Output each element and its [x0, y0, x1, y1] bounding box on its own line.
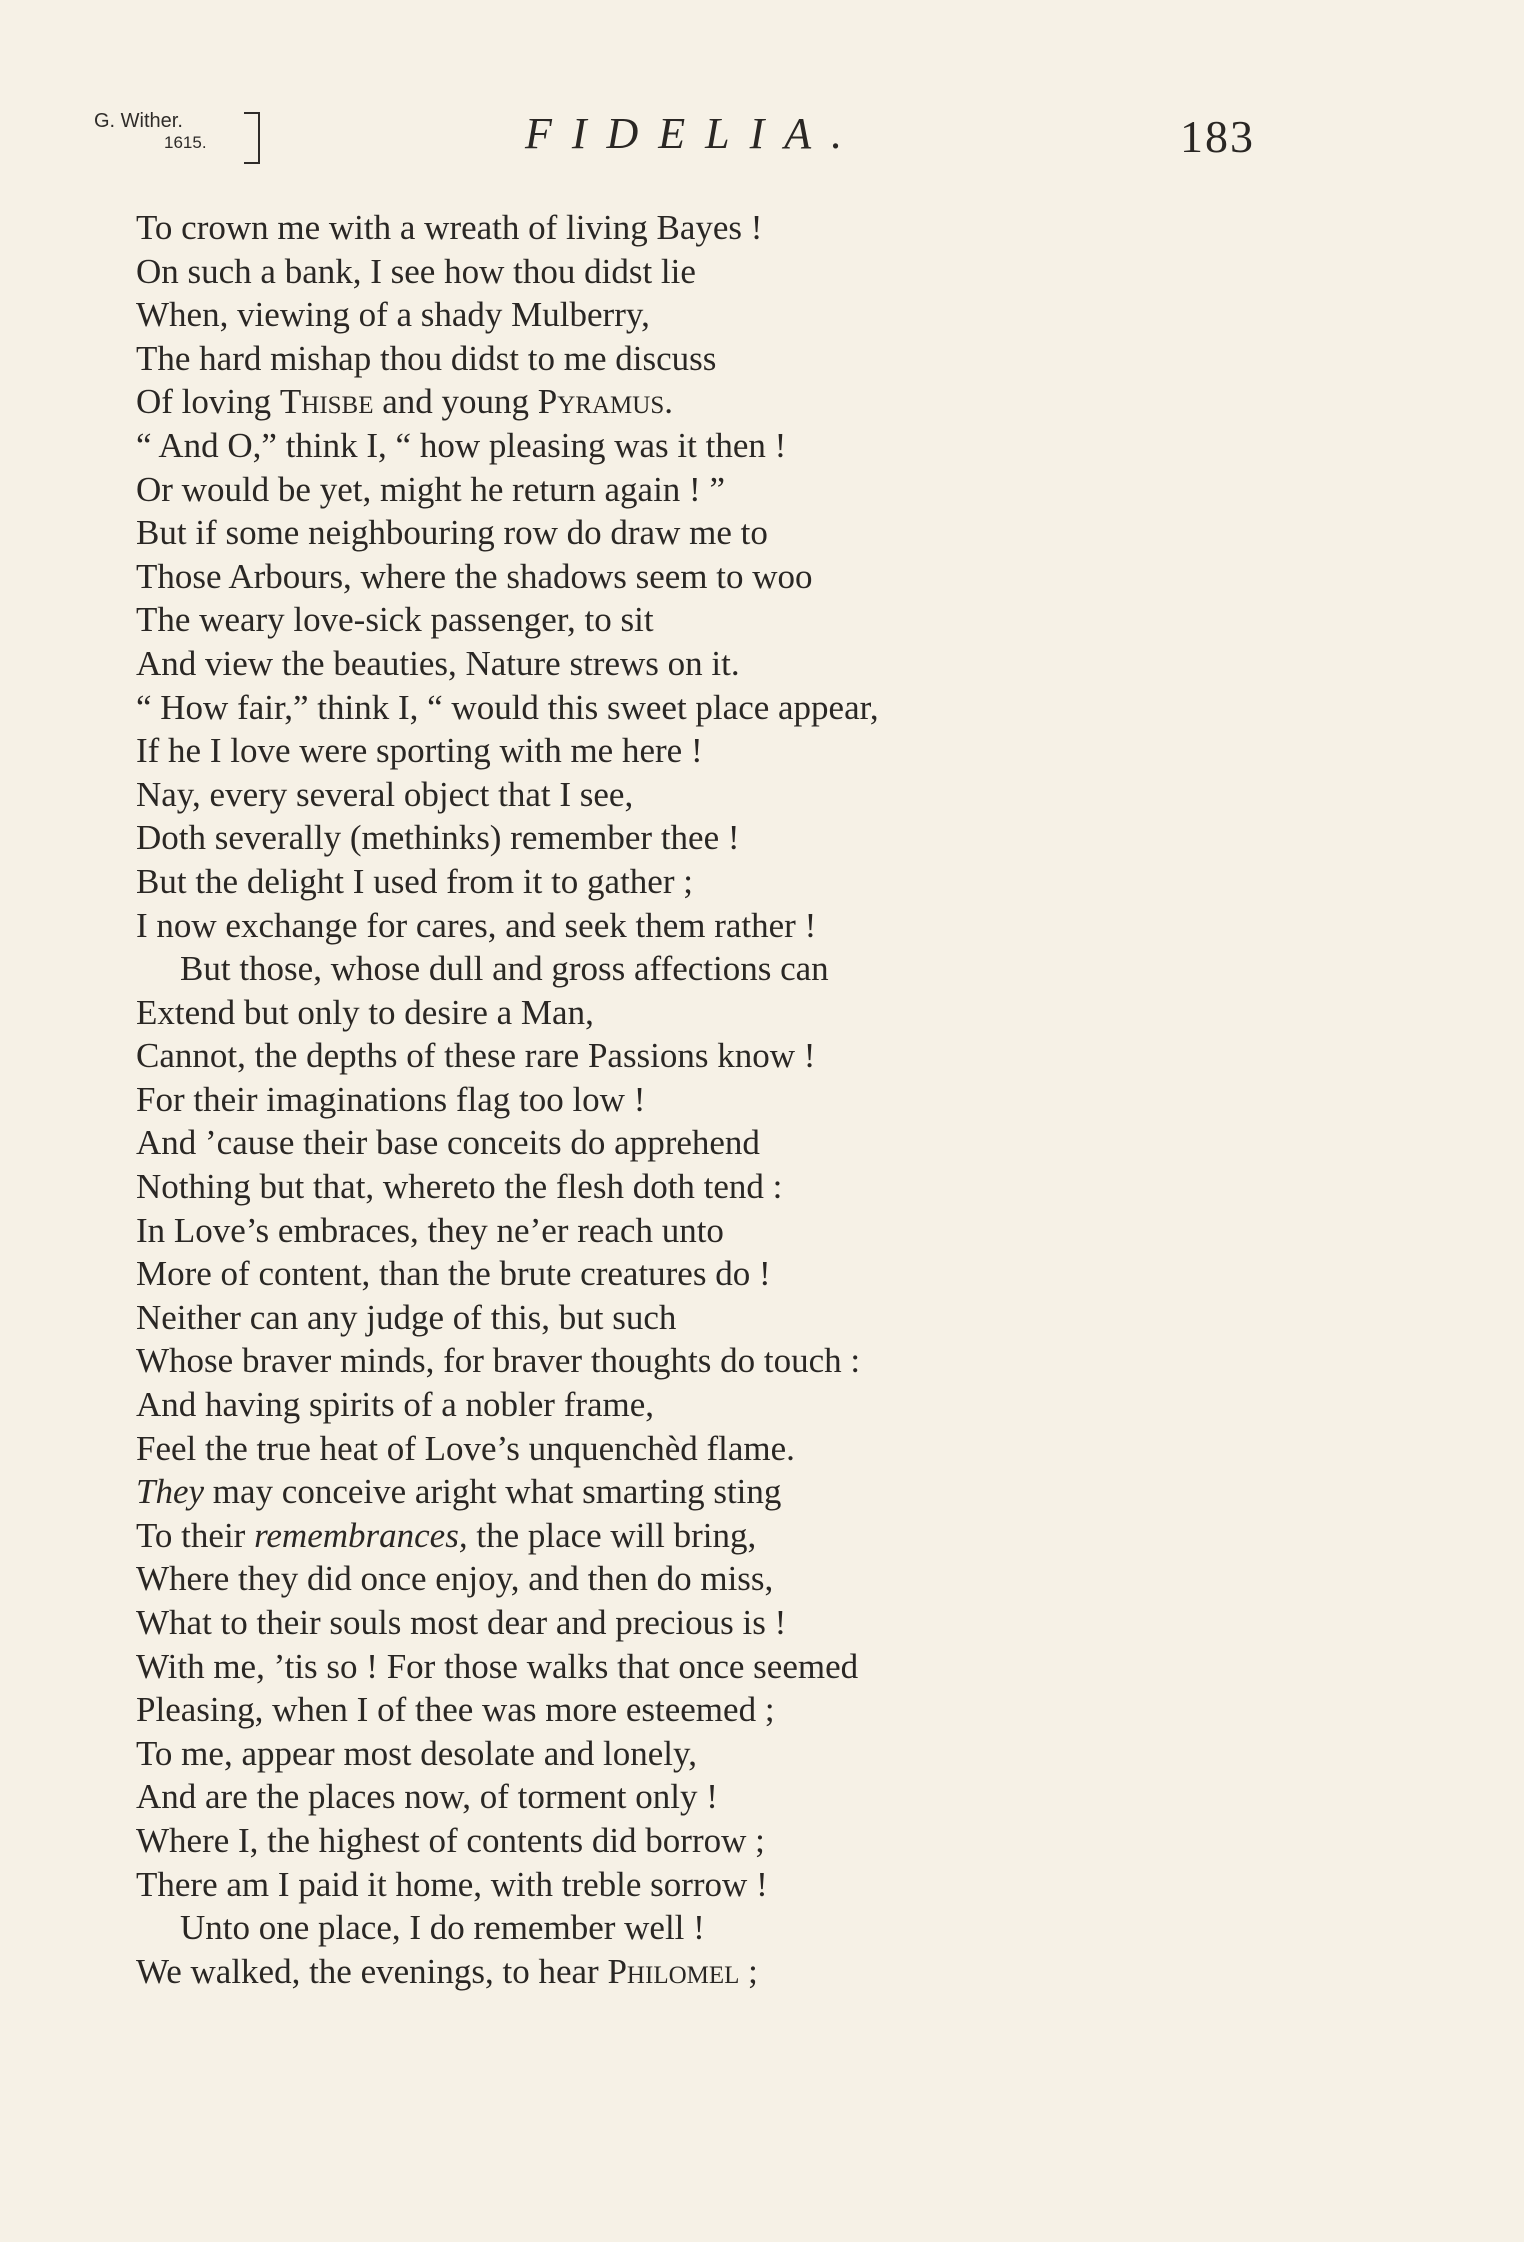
poem-line-segment: To their [136, 1515, 255, 1555]
poem-line-segment: Philomel [607, 1951, 740, 1991]
poem-line-segment: On such a bank, I see how thou didst lie [136, 251, 696, 291]
poem-line-segment: And ’cause their base conceits do apprehend [136, 1123, 760, 1163]
poem-line-segment: Those Arbours, where the shadows seem to woo [136, 556, 813, 596]
poem-line-segment: “ How fair,” think I, “ would this sweet place appear, [136, 687, 879, 727]
poem-line-segment: Extend but only to desire a Man, [136, 992, 594, 1032]
running-title: FIDELIA. [525, 109, 863, 158]
poem-line-segment: Where I, the highest of contents did borrow ; [136, 1820, 765, 1860]
poem-line-segment: If he I love were sporting with me here ! [136, 731, 703, 771]
poem-line [136, 511, 1336, 555]
poem-line-segment: And view the beauties, Nature strews on it. [136, 643, 740, 683]
poem-line-segment: And having spirits of a nobler frame, [136, 1385, 655, 1425]
poem-line [136, 1078, 1336, 1122]
poem-line [136, 1339, 1336, 1383]
poem-line-segment: Whose braver minds, for braver thoughts do touch : [136, 1341, 861, 1381]
poem-line [136, 860, 1336, 904]
poem-line-segment: With me, ’tis so ! For those walks that once seemed [136, 1646, 859, 1686]
poem-line [136, 1688, 1336, 1732]
poem-line-segment: They [136, 1472, 205, 1512]
poem-line [136, 250, 1336, 294]
poem-line [136, 1950, 1336, 1994]
poem-line [136, 1383, 1336, 1427]
poem-line [136, 1775, 1336, 1819]
poem-line-segment: Of loving [136, 382, 280, 422]
poem-line [136, 1906, 1336, 1950]
poem-line [136, 206, 1336, 250]
poem-line [136, 816, 1336, 860]
poem-line-segment: Thisbe [279, 382, 374, 422]
poem-line-segment: To me, appear most desolate and lonely, [136, 1733, 697, 1773]
poem-line-segment: . [664, 382, 673, 422]
poem-line [136, 1863, 1336, 1907]
poem-line-segment: What to their souls most dear and precious is ! [136, 1603, 787, 1642]
poem-line [136, 773, 1336, 817]
publication-year: 1615. [164, 133, 207, 152]
poem-line [136, 555, 1336, 599]
poem-line-segment: Nothing but that, whereto the flesh doth tend : [136, 1167, 783, 1207]
poem-line-segment: But those, whose dull and gross affections can [180, 949, 829, 989]
poem-line [136, 1252, 1336, 1296]
poem-line [136, 468, 1336, 512]
poem-line-segment: Feel the true heat of Love’s unquenchèd flame. [136, 1428, 795, 1468]
poem-line-segment: Cannot, the depths of these rare Passions know ! [136, 1036, 816, 1076]
poem-line-segment: To crown me with a wreath of living Bayes ! [136, 208, 763, 247]
poem-line [136, 904, 1336, 948]
poem-line [136, 1601, 1336, 1645]
poem-line [136, 337, 1336, 381]
poem-line-segment: “ And O,” think I, “ how pleasing was it then ! [136, 425, 787, 465]
poem-line-segment: Or would be yet, might he return again ! ” [136, 469, 725, 509]
author-name: G. Wither. [94, 110, 183, 132]
poem-line-segment: We walked, the evenings, to hear [136, 1951, 608, 1991]
poem-line [136, 947, 1336, 991]
poem-line-segment: Where they did once enjoy, and then do miss, [136, 1559, 774, 1599]
poem-line-segment: I now exchange for cares, and seek them rather ! [136, 905, 817, 945]
poem-line [136, 1645, 1336, 1689]
poem-line [136, 686, 1336, 730]
poem-line-segment: The hard mishap thou didst to me discuss [136, 338, 717, 378]
poem-line-segment: Pyramus [537, 382, 665, 422]
poem-line-segment: may conceive aright what smarting sting [204, 1472, 782, 1512]
poem-line-segment: Neither can any judge of this, but such [136, 1297, 677, 1337]
poem-line-segment: Doth severally (methinks) remember thee ! [136, 818, 740, 858]
poem-line [136, 1034, 1336, 1078]
poem-line [136, 1427, 1336, 1471]
poem-line [136, 380, 1336, 424]
poem-line-segment: But the delight I used from it to gather ; [136, 861, 693, 901]
attribution-bracket [244, 112, 260, 164]
poem-line [136, 1819, 1336, 1863]
poem-line-segment: For their imaginations flag too low ! [136, 1079, 646, 1119]
poem-line [136, 1165, 1336, 1209]
poem-line-segment: Nay, every several object that I see, [136, 774, 634, 814]
poem-line-segment: Unto one place, I do remember well ! [180, 1908, 705, 1948]
poem-line [136, 1209, 1336, 1253]
poem-line [136, 729, 1336, 773]
poem-line-segment: And are the places now, of torment only ! [136, 1777, 718, 1817]
poem-line [136, 424, 1336, 468]
poem-line-segment: ; [739, 1951, 758, 1991]
poem-line [136, 1296, 1336, 1340]
poem-line-segment: Pleasing, when I of thee was more esteemed ; [136, 1690, 775, 1730]
poem-line-segment: The weary love-sick passenger, to sit [136, 600, 654, 640]
poem-line-segment: remembrances, [254, 1515, 468, 1555]
page-number: 183 [1180, 111, 1255, 162]
poem-line-segment: But if some neighbouring row do draw me to [136, 513, 768, 553]
poem-line [136, 293, 1336, 337]
poem-line [136, 1121, 1336, 1165]
poem-line-segment: When, viewing of a shady Mulberry, [136, 295, 650, 335]
poem-line [136, 1470, 1336, 1514]
poem-line-segment: There am I paid it home, with treble sorrow ! [136, 1864, 768, 1904]
poem-line [136, 1732, 1336, 1776]
poem-line [136, 598, 1336, 642]
author-attribution [94, 110, 207, 154]
poem-line [136, 1557, 1336, 1601]
poem-line-segment: the place will bring, [467, 1515, 757, 1555]
poem-line [136, 991, 1336, 1035]
poem-line-segment: In Love’s embraces, they ne’er reach unto [136, 1210, 724, 1250]
page-header [0, 100, 1524, 180]
poem-line [136, 1514, 1336, 1558]
poem-line-segment: and young [373, 382, 538, 422]
poem-text [136, 206, 1336, 1993]
poem-line [136, 642, 1336, 686]
poem-line-segment: More of content, than the brute creatures do ! [136, 1254, 771, 1294]
